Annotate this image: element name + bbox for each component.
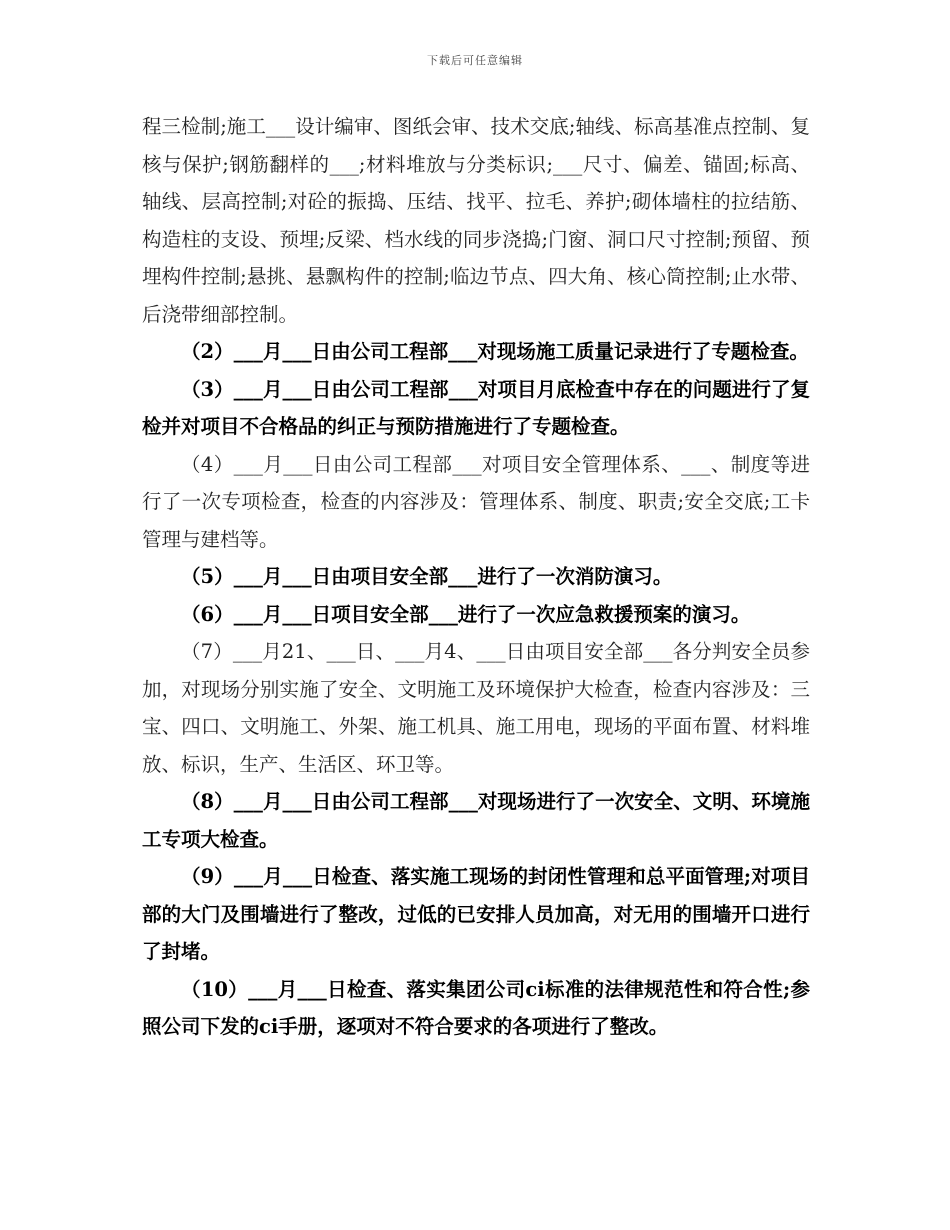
paragraph-3: （3）___月___日由公司工程部___对项目月底检查中存在的问题进行了复检并对项目不合格品的纠正与预防措施进行了专题检查。 [142,377,810,438]
paragraph-4: （4）___月___日由公司工程部___对项目安全管理体系、___、制度等进行了一次专项检查，检查的内容涉及：管理体系、制度、职责;安全交底;工卡管理与建档等。 [142,452,810,551]
paragraph-8: （8）___月___日由公司工程部___对现场进行了一次安全、文明、环境施工专项大检查。 [142,790,810,851]
paragraph-7: （7）___月21、___日、___月4、___日由项目安全部___各分判安全员参加，对现场分别实施了安全、文明施工及环境保护大检查，检查内容涉及：三宝、四口、文明施工、外架、施工机具、施工用电，现场的平面布置、材料堆放、标识，生产、生活区、环卫等。 [142,640,810,776]
document-body [142,108,810,1046]
paragraph-5: （5）___月___日由项目安全部___进行了一次消防演习。 [181,565,673,588]
page-header: 下载后可任意编辑 [427,54,523,67]
paragraph-1: 程三检制;施工___设计编审、图纸会审、技术交底;轴线、标高基准点控制、复核与保护;钢筋翻样的___;材料堆放与分类标识;___尺寸、偏差、锚固;标高、轴线、层高控制;对砼的振捣、压结、找平、拉毛、养护;砌体墙柱的拉结筋、构造柱的支设、预埋;反梁、档水线的同步浇捣;门窗、洞口尺寸控制;预留、预埋构件控制;悬挑、悬飘构件的控制;临边节点、四大角、核心筒控制;止水带、后浇带细部控制。 [142,115,810,326]
paragraph-6: （6）___月___日项目安全部___进行了一次应急救援预案的演习。 [181,602,751,626]
paragraph-9: （9）___月___日检查、落实施工现场的封闭性管理和总平面管理;对项目部的大门及围墙进行了整改，过低的已安排人员加高，对无用的围墙开口进行了封堵。 [142,865,810,963]
paragraph-10: （10）___月___日检查、落实集团公司ci标准的法律规范性和符合性;参照公司下发的ci手册，逐项对不符合要求的各项进行了整改。 [142,977,810,1038]
paragraph-2: （2）___月___日由公司工程部___对现场施工质量记录进行了专题检查。 [181,340,809,363]
